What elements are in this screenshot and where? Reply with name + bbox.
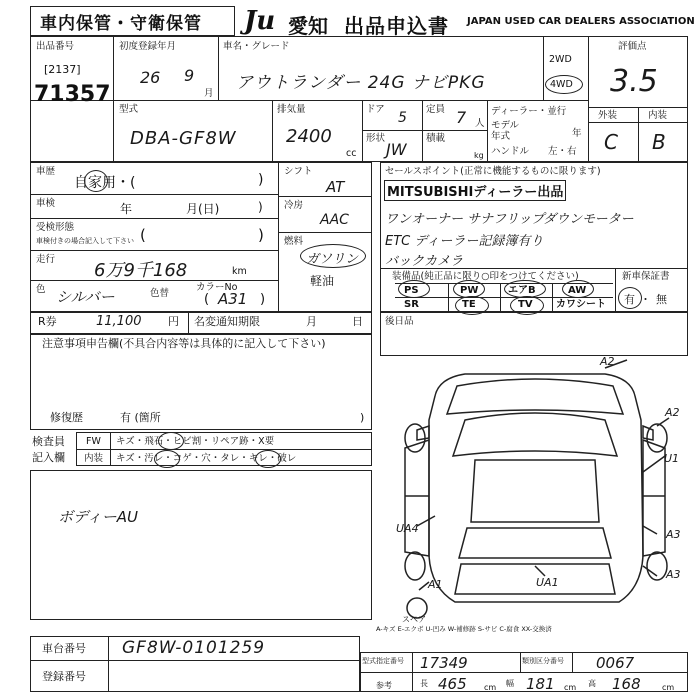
inspection-label: 車検 — [36, 198, 56, 209]
dim-wid-label: 幅 — [506, 679, 514, 688]
warranty-no: 無 — [656, 293, 667, 306]
color-label: 色 — [36, 284, 46, 295]
storage-tag: 車内保管・守衛保管 — [40, 14, 202, 34]
shift-label: シフト — [284, 166, 313, 177]
sales-points-line3: バックカメラ — [385, 254, 464, 269]
notice-month: 月 — [306, 315, 317, 328]
diagram-label-a3-1: A3 — [666, 528, 681, 541]
body-note: ボディーAU — [58, 508, 139, 526]
inspector-int-label: 内装 — [84, 453, 104, 464]
model-code-value: DBA-GF8W — [130, 128, 237, 149]
handle-lr: 左・右 — [548, 146, 577, 157]
capacity-unit: 人 — [475, 118, 485, 129]
int-mark-circle-1 — [154, 450, 180, 468]
equip-tv: TV — [518, 299, 533, 310]
notes-label: 注意事項申告欄(不具合内容等は具体的に記入して下さい) — [42, 337, 326, 350]
body-shape-value: JW — [386, 140, 407, 159]
diagram-label-a2-right: A2 — [665, 406, 680, 419]
dim-hei-unit: cm — [662, 683, 675, 692]
color-code-value: A31 — [218, 290, 248, 308]
diagram-label-u1: U1 — [664, 452, 680, 465]
score-ext-label: 外装 — [598, 110, 618, 121]
dealer-label: ディーラー・並行 — [491, 106, 567, 117]
chassis-label: 車台番号 — [42, 642, 86, 655]
lot-bracket: [2137] — [44, 63, 81, 76]
reception-close: ) — [258, 226, 264, 244]
color-repaint-label: 色替 — [150, 288, 170, 299]
reception-open: ( — [140, 226, 146, 244]
drive-4wd-circle — [545, 75, 583, 94]
score-label: 評価点 — [618, 41, 647, 52]
mileage-unit: km — [232, 266, 247, 277]
ac-value: AAC — [320, 212, 349, 228]
fuel-circle — [300, 244, 366, 268]
diagram-label-a2-top: A2 — [600, 355, 615, 368]
notice-label: 名変通知期限 — [194, 315, 260, 328]
drive-2wd: 2WD — [549, 54, 572, 65]
equip-leather: カワシート — [556, 299, 606, 310]
score-value: 3.5 — [610, 64, 658, 99]
equipment-label: 装備品(純正品に限り○印をつけてください) — [392, 271, 579, 282]
org-name: 愛知 — [288, 14, 328, 38]
mileage-label: 走行 — [36, 254, 56, 265]
dim-hei-value: 168 — [612, 675, 641, 693]
inspector-fw-items: キズ・飛石・ヒビ割・リペア跡・X要 — [116, 436, 275, 447]
model-name-label: 車名・グレード — [223, 41, 290, 52]
recycle-value: 11,100 — [96, 314, 142, 329]
diagram-label-a1: A1 — [428, 578, 443, 591]
model-name-value: アウトランダー 24G ナビPKG — [236, 73, 486, 93]
registration-label: 登録番号 — [42, 670, 86, 683]
sales-points-line1: ワンオーナー サナフリップダウンモーター — [385, 212, 634, 227]
recycle-label: R券 — [38, 315, 57, 328]
fuel-value: ガソリン — [306, 252, 359, 267]
inspection-year: 年 — [120, 202, 133, 216]
color-code-label: カラーNo — [196, 282, 238, 293]
warranty-sep: ・ — [640, 293, 651, 306]
designation-label: 型式指定番号 — [362, 657, 404, 665]
first-reg-month: 9 — [184, 66, 195, 85]
mileage-value: 6万9千168 — [94, 260, 188, 281]
sales-points-label: セールスポイント(正常に機能するものに限ります) — [385, 166, 601, 177]
load-label: 積載 — [426, 133, 446, 144]
diagram-spare-label: スペア — [402, 615, 426, 624]
fw-mark-circle — [158, 432, 184, 450]
equip-sr: SR — [404, 299, 419, 310]
association-name: JAPAN USED CAR DEALERS ASSOCIATION — [467, 16, 695, 27]
warranty-circle — [618, 287, 642, 309]
repair-close: ) — [360, 411, 365, 424]
score-ext-value: C — [604, 130, 618, 154]
handle-label: ハンドル — [491, 146, 530, 157]
dim-wid-value: 181 — [526, 675, 555, 693]
model-code-label: 型式 — [119, 104, 139, 115]
lot-label: 出品番号 — [36, 41, 75, 52]
equip-te: TE — [462, 299, 476, 310]
doors-value: 5 — [398, 110, 407, 126]
warranty-label: 新車保証書 — [622, 271, 670, 282]
followup-label: 後日品 — [385, 316, 414, 327]
fuel-label: 燃料 — [284, 236, 304, 247]
body-note-box — [30, 470, 372, 620]
int-mark-circle-2 — [255, 450, 281, 468]
capacity-value: 7 — [456, 108, 467, 127]
chassis-value: GF8W-0101259 — [122, 638, 266, 658]
color-value: シルバー — [56, 288, 115, 306]
dim-len-label: 長 — [420, 679, 428, 688]
notice-day: 日 — [352, 315, 363, 328]
designation-class-label: 類別区分番号 — [522, 657, 564, 665]
model-year-label: モデル 年式 — [491, 120, 520, 142]
warranty-yes: 有 — [624, 293, 635, 306]
lot-number: 71357 — [34, 82, 111, 107]
first-reg-month-unit: 月 — [204, 88, 214, 99]
inspector-fw-label: FW — [86, 436, 101, 447]
first-reg-label: 初度登録年月 — [119, 41, 177, 52]
color-code-close: ) — [260, 292, 266, 307]
sales-points-dealer-banner: MITSUBISHIディーラー出品 — [384, 180, 566, 201]
doors-label: ドア — [366, 104, 385, 115]
first-reg-year: 26 — [140, 68, 161, 87]
dim-hei-label: 高 — [588, 679, 596, 688]
inspector-label-2: 記入欄 — [32, 451, 65, 464]
dim-len-unit: cm — [484, 683, 497, 692]
ac-label: 冷房 — [284, 200, 304, 211]
sales-points-line2: ETC ディーラー記録簿有り — [385, 234, 544, 249]
score-int-label: 内装 — [648, 110, 668, 121]
equip-aw-circle — [562, 280, 594, 298]
inspection-month: 月(日) — [186, 202, 220, 216]
designation-value: 17349 — [420, 654, 468, 672]
fuel-alt: 軽油 — [310, 274, 335, 288]
reception-label: 受検形態 — [36, 222, 75, 233]
history-label: 車歴 — [36, 166, 56, 177]
inspector-label-1: 検査員 — [32, 435, 65, 448]
dimensions-ref-label: 参考 — [376, 681, 392, 690]
displacement-value: 2400 — [286, 126, 332, 147]
reception-sub: 車検付きの場合記入して下さい — [36, 237, 134, 245]
equip-ps: PS — [404, 285, 419, 296]
diagram-label-ua1: UA1 — [536, 576, 559, 589]
equip-pw: PW — [460, 285, 479, 296]
equip-airbag: エアB — [508, 285, 536, 296]
history-circle — [84, 170, 108, 192]
recycle-unit: 円 — [168, 315, 179, 328]
body-shape-label: 形状 — [366, 133, 386, 144]
dim-wid-unit: cm — [564, 683, 577, 692]
inspector-int-items: キズ・汚レ・コゲ・穴・タレ・キレ・破レ — [116, 453, 297, 464]
equip-aw: AW — [568, 285, 587, 296]
repair-label: 修復歴 — [50, 411, 83, 424]
displacement-label: 排気量 — [277, 104, 306, 115]
top-grid — [30, 36, 688, 162]
load-unit: kg — [474, 151, 484, 160]
score-int-value: B — [652, 130, 666, 154]
repair-value: 有 (箇所 — [120, 411, 161, 424]
equip-ps-circle — [398, 280, 430, 298]
designation-class-value: 0067 — [596, 654, 635, 672]
inspection-close: ) — [258, 200, 263, 214]
ju-logo: Ju — [244, 6, 276, 36]
diagram-label-ua4: UA4 — [396, 522, 419, 535]
dim-len-value: 465 — [438, 675, 467, 693]
displacement-unit: cc — [346, 148, 357, 159]
color-code-open: ( — [204, 292, 210, 307]
drive-4wd: 4WD — [550, 79, 573, 90]
capacity-label: 定員 — [426, 104, 446, 115]
form-title: 出品申込書 — [344, 14, 449, 38]
history-close: ) — [258, 172, 264, 188]
diagram-legend: A-キズ E-エクボ U-凹み W-補修跡 S-サビ C-腐食 XX-交換済 — [376, 625, 552, 633]
diagram-label-a3-2: A3 — [666, 568, 681, 581]
shift-value: AT — [326, 178, 345, 196]
model-year-unit: 年 — [572, 128, 582, 139]
history-value: 自家用・( — [74, 175, 136, 191]
followup-box — [380, 312, 688, 356]
